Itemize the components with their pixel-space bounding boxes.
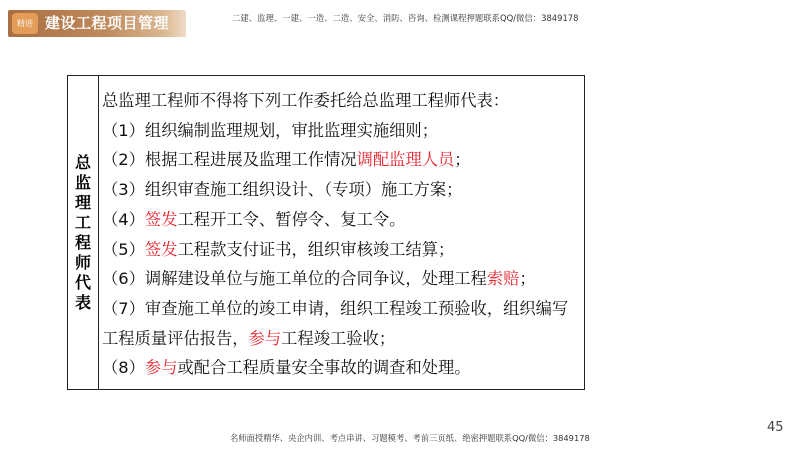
item-highlight: 索赔 xyxy=(486,269,520,289)
item-text: （4） xyxy=(102,209,145,229)
page-number: 45 xyxy=(767,420,784,435)
item-text: （5） xyxy=(102,239,145,259)
item-text: ； xyxy=(454,150,471,170)
list-item-7 xyxy=(102,294,580,353)
list-item-5 xyxy=(102,235,580,265)
list-item-7-line-2 xyxy=(102,324,580,354)
content-cell xyxy=(102,86,580,383)
list-item-8 xyxy=(102,353,580,383)
item-text: 工程质量评估报告， xyxy=(102,328,249,348)
list-item-7-line-1 xyxy=(102,294,580,324)
item-highlight: 签发 xyxy=(144,209,178,229)
header-contact-text: 二建、监理、一建、一造、二造、安全、消防、咨询、检测课程押题联系QQ/微信：3849178 xyxy=(232,13,579,23)
list-item-2 xyxy=(102,145,580,175)
brand-badge: 精进 xyxy=(12,13,38,34)
item-text: 工程竣工验收； xyxy=(281,328,396,348)
item-text: （7）审查施工单位的竣工申请，组织工程竣工预验收，组织编写 xyxy=(102,298,569,318)
item-text: （8） xyxy=(102,358,145,378)
item-text: ； xyxy=(519,269,536,289)
item-highlight: 参与 xyxy=(144,358,178,378)
side-label-cell xyxy=(68,76,99,389)
item-text: 或配合工程质量安全事故的调查和处理。 xyxy=(177,358,471,378)
item-text: （3）组织审查施工组织设计、（专项）施工方案； xyxy=(102,180,463,200)
item-text: （6）调解建设单位与施工单位的合同争议，处理工程 xyxy=(102,269,487,289)
item-text: 工程开工令、暂停令、复工令。 xyxy=(177,209,406,229)
slide-title: 建设工程项目管理 xyxy=(45,14,170,32)
list-item-6 xyxy=(102,264,580,294)
item-highlight: 参与 xyxy=(248,328,282,348)
item-highlight: 调配监理人员 xyxy=(356,150,455,170)
content-table xyxy=(67,75,585,390)
side-label: 总监理工程师代表 xyxy=(74,152,91,312)
item-text: （1）组织编制监理规划，审批监理实施细则； xyxy=(102,120,438,140)
intro-line: 总监理工程师不得将下列工作委托给总监理工程师代表： xyxy=(102,91,510,110)
list-item-3 xyxy=(102,175,580,205)
footer-contact-text: 名师面授精华、央企内训、考点串讲、习题模考、考前三页纸、绝密押题联系QQ/微信：3849178 xyxy=(230,433,590,443)
list-item-4 xyxy=(102,205,580,235)
item-text: （2）根据工程进展及监理工作情况 xyxy=(102,150,357,170)
item-text: 工程款支付证书，组织审核竣工结算； xyxy=(177,239,455,259)
list-item-1 xyxy=(102,116,580,146)
item-highlight: 签发 xyxy=(144,239,178,259)
